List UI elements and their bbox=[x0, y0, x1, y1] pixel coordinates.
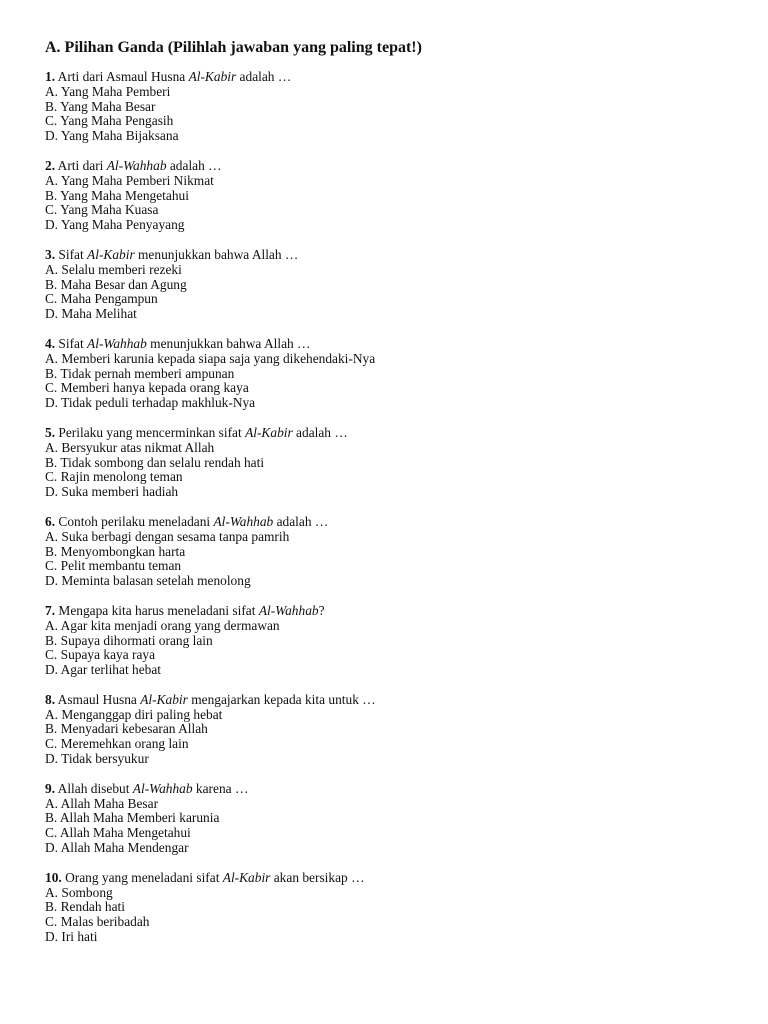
option-c: C. Memberi hanya kepada orang kaya bbox=[45, 380, 249, 396]
question-number: 3. bbox=[45, 246, 56, 262]
asmaul-husna-term: Al-Wahhab bbox=[87, 335, 147, 351]
stem-text: Allah disebut bbox=[57, 780, 133, 796]
option-a: A. Yang Maha Pemberi Nikmat bbox=[45, 172, 214, 188]
option-c: C. Yang Maha Kuasa bbox=[45, 202, 159, 218]
stem-text: Sifat bbox=[58, 246, 88, 262]
stem-text: mengajarkan kepada kita untuk … bbox=[187, 691, 376, 707]
option-b: B. Maha Besar dan Agung bbox=[45, 276, 187, 292]
stem-text: adalah … bbox=[292, 424, 348, 440]
option-c: C. Rajin menolong teman bbox=[45, 469, 183, 485]
question-number: 2. bbox=[45, 157, 56, 173]
stem-text: Sifat bbox=[58, 335, 88, 351]
option-c: C. Maha Pengampun bbox=[45, 291, 158, 307]
option-d: D. Maha Melihat bbox=[45, 306, 137, 322]
option-a: A. Memberi karunia kepada siapa saja yang dikehendaki-Nya bbox=[45, 350, 376, 366]
option-b: B. Supaya dihormati orang lain bbox=[45, 632, 213, 648]
worksheet-page bbox=[45, 38, 745, 960]
option-c: C. Meremehkan orang lain bbox=[45, 736, 189, 752]
option-a: A. Agar kita menjadi orang yang dermawan bbox=[45, 617, 280, 633]
stem-text: Arti dari bbox=[57, 157, 107, 173]
option-b: B. Allah Maha Memberi karunia bbox=[45, 810, 220, 826]
asmaul-husna-term: Al-Wahhab bbox=[106, 157, 167, 173]
stem-text: ? bbox=[318, 602, 325, 618]
stem-text: Orang yang meneladani sifat bbox=[65, 869, 223, 885]
question-4 bbox=[45, 337, 745, 411]
option-d: D. Meminta balasan setelah menolong bbox=[45, 573, 251, 589]
option-a: A. Menganggap diri paling hebat bbox=[45, 706, 223, 722]
question-stem bbox=[45, 159, 745, 174]
asmaul-husna-term: Al-Kabir bbox=[140, 691, 188, 707]
question-number: 5. bbox=[45, 424, 56, 440]
stem-text: Mengapa kita harus meneladani sifat bbox=[58, 602, 259, 618]
stem-text: menunjukkan bahwa Allah … bbox=[134, 246, 299, 262]
option-a: A. Sombong bbox=[45, 884, 113, 900]
stem-text: Perilaku yang mencerminkan sifat bbox=[58, 424, 246, 440]
question-1 bbox=[45, 70, 745, 144]
question-8 bbox=[45, 693, 745, 767]
question-stem bbox=[45, 515, 745, 530]
question-5 bbox=[45, 426, 745, 500]
question-3 bbox=[45, 248, 745, 322]
option-c: C. Allah Maha Mengetahui bbox=[45, 825, 191, 841]
option-b: B. Yang Maha Mengetahui bbox=[45, 187, 189, 203]
option-d: D. Tidak bersyukur bbox=[45, 751, 149, 767]
option-a: A. Selalu memberi rezeki bbox=[45, 261, 182, 277]
option-d: D. Suka memberi hadiah bbox=[45, 484, 179, 500]
stem-text: Asmaul Husna bbox=[57, 691, 141, 707]
option-c: C. Malas beribadah bbox=[45, 914, 150, 930]
option-d: D. Iri hati bbox=[45, 929, 98, 945]
option-a: A. Suka berbagi dengan sesama tanpa pamrih bbox=[45, 528, 290, 544]
section-title: A. Pilihan Ganda (Pilihlah jawaban yang paling tepat!) bbox=[45, 39, 422, 56]
option-d: D. Agar terlihat hebat bbox=[45, 662, 162, 678]
question-stem bbox=[45, 782, 745, 797]
stem-text: Arti dari Asmaul Husna bbox=[57, 69, 189, 84]
option-a: A. Allah Maha Besar bbox=[45, 795, 159, 811]
asmaul-husna-term: Al-Kabir bbox=[245, 424, 293, 440]
question-6 bbox=[45, 515, 745, 589]
question-number: 4. bbox=[45, 335, 56, 351]
asmaul-husna-term: Al-Kabir bbox=[188, 69, 237, 84]
option-c: C. Pelit membantu teman bbox=[45, 558, 182, 574]
question-10 bbox=[45, 871, 745, 945]
stem-text: adalah … bbox=[273, 513, 329, 529]
asmaul-husna-term: Al-Wahhab bbox=[132, 780, 193, 796]
option-d: D. Allah Maha Mendengar bbox=[45, 840, 189, 856]
option-d: D. Tidak peduli terhadap makhluk-Nya bbox=[45, 395, 256, 411]
asmaul-husna-term: Al-Wahhab bbox=[213, 513, 274, 529]
question-list bbox=[45, 70, 745, 945]
question-number: 1. bbox=[45, 69, 56, 84]
question-2 bbox=[45, 159, 745, 233]
option-b: B. Tidak pernah memberi ampunan bbox=[45, 365, 235, 381]
stem-text: adalah … bbox=[236, 69, 292, 84]
option-a: A. Yang Maha Pemberi bbox=[45, 83, 171, 99]
question-stem bbox=[45, 871, 745, 886]
question-number: 6. bbox=[45, 513, 56, 529]
asmaul-husna-term: Al-Kabir bbox=[87, 246, 135, 262]
option-a: A. Bersyukur atas nikmat Allah bbox=[45, 439, 215, 455]
option-d: D. Yang Maha Penyayang bbox=[45, 217, 185, 233]
option-b: B. Rendah hati bbox=[45, 899, 125, 915]
option-d: D. Yang Maha Bijaksana bbox=[45, 128, 179, 144]
question-7 bbox=[45, 604, 745, 678]
option-b: B. Menyombongkan harta bbox=[45, 543, 186, 559]
stem-text: adalah … bbox=[166, 157, 222, 173]
question-9 bbox=[45, 782, 745, 856]
question-number: 8. bbox=[45, 691, 56, 707]
stem-text: akan bersikap … bbox=[270, 869, 365, 885]
question-number: 10. bbox=[45, 869, 62, 885]
question-stem bbox=[45, 248, 745, 263]
option-c: C. Supaya kaya raya bbox=[45, 647, 156, 663]
stem-text: Contoh perilaku meneladani bbox=[58, 513, 214, 529]
question-stem bbox=[45, 337, 745, 352]
asmaul-husna-term: Al-Wahhab bbox=[258, 602, 319, 618]
stem-text: karena … bbox=[192, 780, 249, 796]
question-number: 9. bbox=[45, 780, 56, 796]
question-stem bbox=[45, 70, 745, 85]
option-b: B. Menyadari kebesaran Allah bbox=[45, 721, 208, 737]
stem-text: menunjukkan bahwa Allah … bbox=[146, 335, 311, 351]
option-b: B. Tidak sombong dan selalu rendah hati bbox=[45, 454, 265, 470]
option-c: C. Yang Maha Pengasih bbox=[45, 113, 174, 129]
asmaul-husna-term: Al-Kabir bbox=[222, 869, 271, 885]
option-b: B. Yang Maha Besar bbox=[45, 98, 156, 114]
question-stem bbox=[45, 693, 745, 708]
question-stem bbox=[45, 426, 745, 441]
question-stem bbox=[45, 604, 745, 619]
question-number: 7. bbox=[45, 602, 56, 618]
